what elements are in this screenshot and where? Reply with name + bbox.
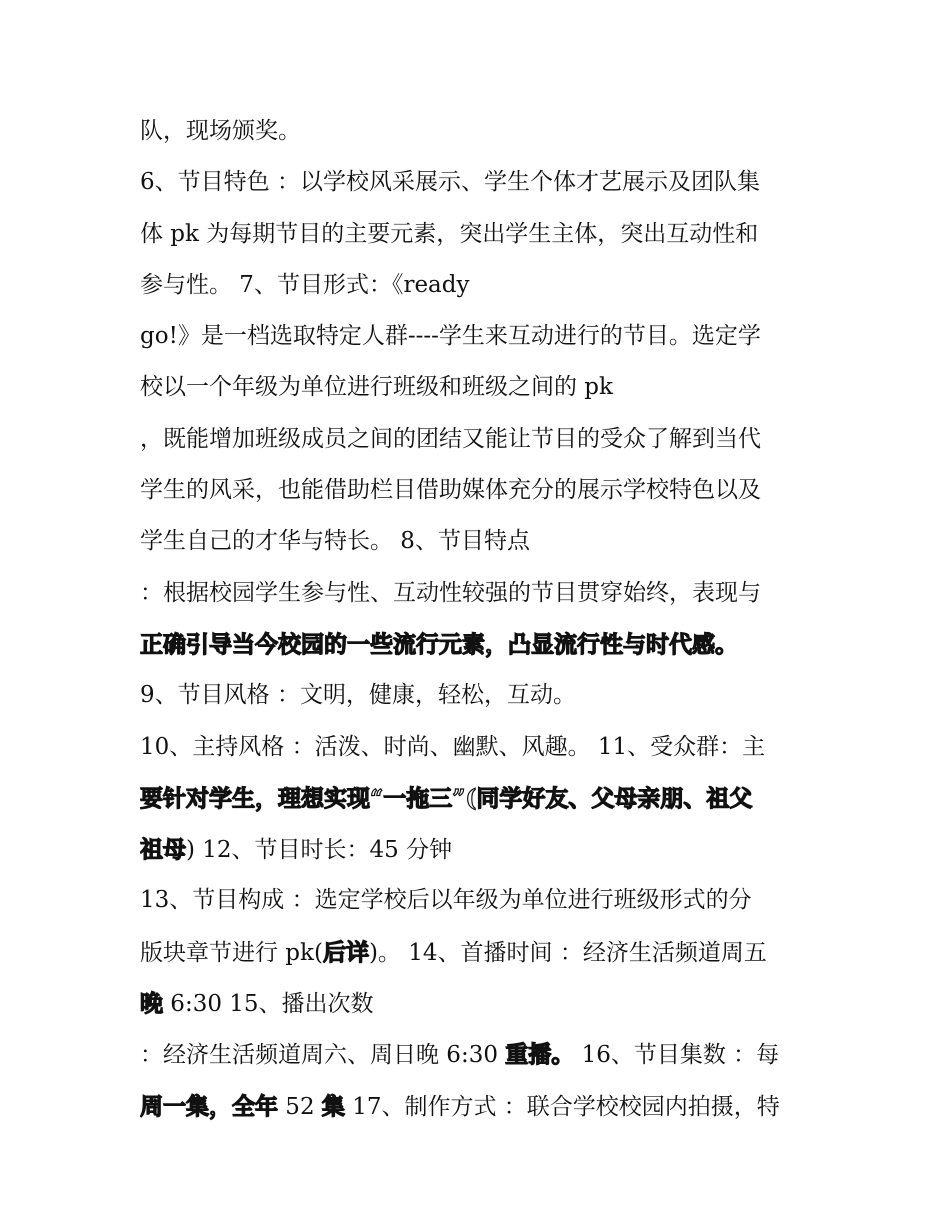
text-line xyxy=(140,978,820,1029)
document-body xyxy=(140,106,820,1132)
text-segment: 版块章节进行 pk( xyxy=(140,939,323,966)
text-line-outlined: 要针对学生，理想实现“一拖三”(同学好友、父母亲朋、祖父 xyxy=(140,784,753,812)
text-segment-outlined: 周一集，全年 xyxy=(140,1092,278,1120)
text-line: 6、节目特色 ：以学校风采展示、学生个体才艺展示及团队集 xyxy=(140,169,760,196)
text-line: go!》是一档选取特定人群----学生来互动进行的节目。选定学 xyxy=(140,323,761,350)
text-segment: ：经济生活频道周六、周日晚 6:30 xyxy=(140,1042,506,1069)
text-segment: ) 12、节目时长：45 分钟 xyxy=(186,837,453,864)
text-line: 体 pk 为每期节目的主要元素，突出学生主体，突出互动性和 xyxy=(140,220,759,247)
text-line: ：根据校园学生参与性、互动性较强的节目贯穿始终，表现与 xyxy=(140,579,761,606)
text-segment: )。 14、首播时间 ：经济生活频道周五 xyxy=(368,939,767,966)
text-line-outlined: 正确引导当今校园的一些流行元素，凸显流行性与时代感。 xyxy=(140,630,738,658)
text-segment: 17、制作方式 ：联合学校校园内拍摄，特 xyxy=(344,1093,780,1120)
text-line: 队，现场颁奖。 xyxy=(140,118,301,144)
text-segment-outlined: 重播。 xyxy=(505,1041,575,1069)
text-segment-outlined: 晚 xyxy=(140,990,163,1018)
text-line: ，既能增加班级成员之间的团结又能让节目的受众了解到当代 xyxy=(140,425,761,452)
text-line: 13、节目构成 ：选定学校后以年级为单位进行班级形式的分 xyxy=(140,887,752,914)
text-segment: 52 xyxy=(278,1093,322,1120)
text-line: 10、主持风格 ：活泼、时尚、幽默、风趣。 11、受众群：主 xyxy=(140,733,766,760)
text-line xyxy=(140,824,820,875)
text-segment: 6:30 15、播出次数 xyxy=(163,991,374,1018)
text-line xyxy=(140,927,820,978)
text-line xyxy=(140,1029,820,1080)
text-line: 学生的风采，也能借助栏目借助媒体充分的展示学校特色以及 xyxy=(140,477,761,504)
text-line xyxy=(140,1081,820,1132)
text-segment-outlined: 集 xyxy=(321,1092,345,1120)
text-line: 学生自己的才华与特长。 8、节目特点 xyxy=(140,528,530,555)
text-segment: 16、节目集数 ：每 xyxy=(574,1042,780,1069)
text-line: 参与性。 7、节目形式：《ready xyxy=(140,271,470,298)
text-line: 9、节目风格 ：文明，健康，轻松，互动。 xyxy=(140,682,576,709)
text-segment-outlined: 祖母 xyxy=(140,836,186,864)
text-segment-outlined: 后详 xyxy=(322,938,369,966)
text-line: 校以一个年级为单位进行班级和班级之间的 pk xyxy=(140,374,613,401)
